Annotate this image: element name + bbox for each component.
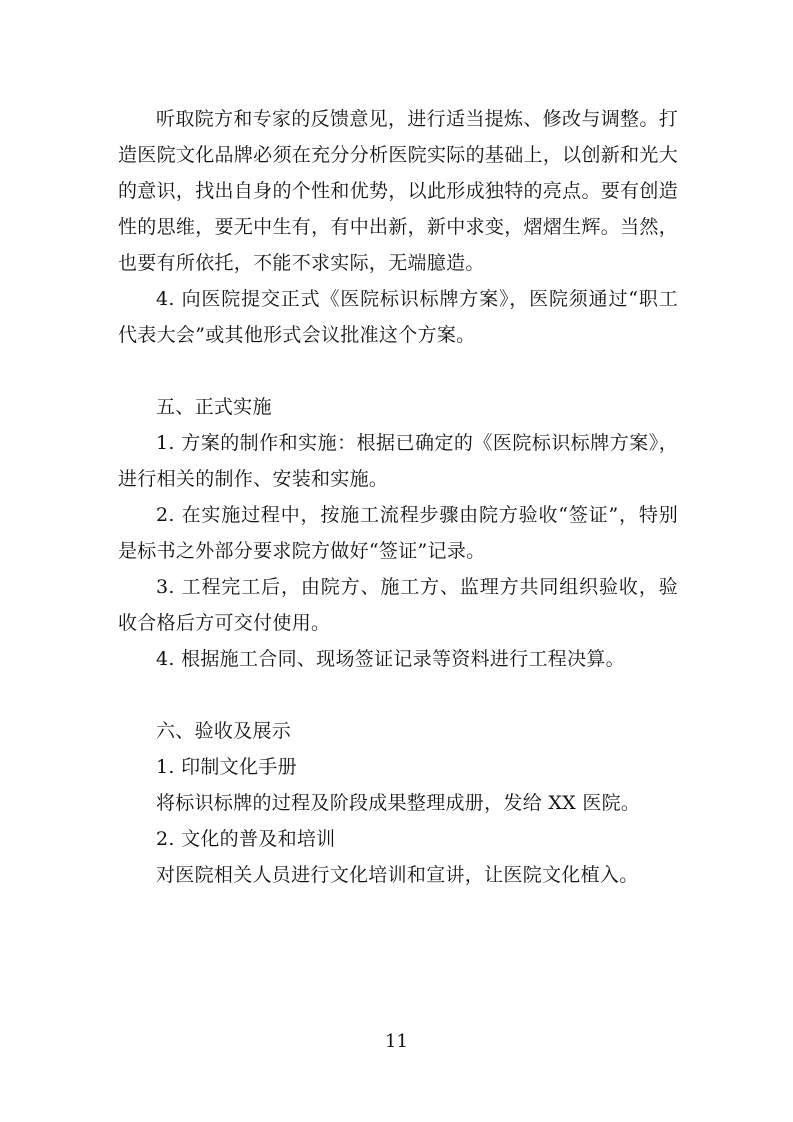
list-item: 对医院相关人员进行文化培训和宣讲，让医院文化植入。 <box>156 864 639 886</box>
section-spacer <box>118 677 678 713</box>
list-item: 3. 工程完工后，由院方、施工方、监理方共同组织验收，验收合格后方可交付使用。 <box>118 576 678 634</box>
list-item: 1. 印制文化手册 <box>156 756 297 778</box>
list-item: 2. 在实施过程中，按施工流程步骤由院方验收“签证”，特别是标书之外部分要求院方做好“签证”记录。 <box>118 504 678 562</box>
list-item: 4. 根据施工合同、现场签证记录等资料进行工程决算。 <box>156 648 625 670</box>
list-item: 将标识标牌的过程及阶段成果整理成册，发给 XX 医院。 <box>156 792 641 814</box>
page-number: 11 <box>385 1031 408 1052</box>
paragraph-feedback: 听取院方和专家的反馈意见，进行适当提炼、修改与调整。打造医院文化品牌必须在充分分析医院实际的基础上，以创新和光大的意识，找出自身的个性和优势，以此形成独特的亮点。要有创造性的思维，要无中生有，有中出新，新中求变，熠熠生辉。当然，也要有所依托，不能不求实际，无端臆造。 <box>118 108 678 274</box>
section-heading-acceptance: 六、验收及展示 <box>156 720 292 742</box>
list-item: 2. 文化的普及和培训 <box>156 828 336 850</box>
list-item: 1. 方案的制作和实施：根据已确定的《医院标识标牌方案》，进行相关的制作、安装和实施。 <box>118 432 678 490</box>
paragraph-submit-plan: 4. 向医院提交正式《医院标识标牌方案》，医院须通过“职工代表大会”或其他形式会议批准这个方案。 <box>118 288 678 346</box>
document-body <box>118 101 678 893</box>
section-spacer <box>118 353 678 389</box>
section-heading-implementation: 五、正式实施 <box>156 396 272 418</box>
